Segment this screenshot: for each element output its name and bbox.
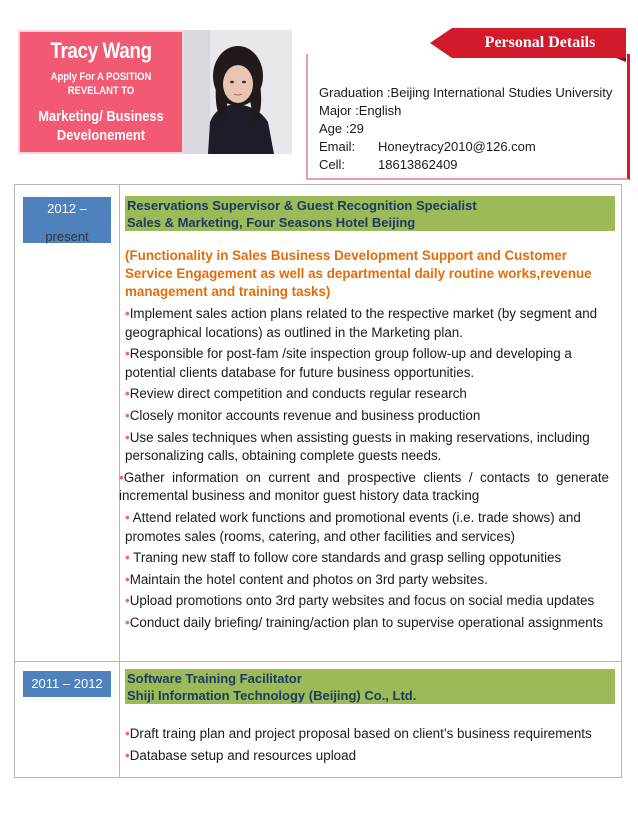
apply-line xyxy=(31,70,170,98)
job-2-date: 2011 – 2012 xyxy=(23,671,111,697)
bullet-icon: • xyxy=(125,614,130,630)
job-1-bullet-8: • Traning new staff to follow core standards and grasp selling oppotunities xyxy=(125,550,562,566)
job-1-company: Sales & Marketing, Four Seasons Hotel Beijing xyxy=(127,215,416,230)
graduation-value: Beijing International Studies University xyxy=(390,85,613,100)
major-row xyxy=(319,102,612,120)
email-row xyxy=(319,138,612,156)
job-2-title: Software Training Facilitator xyxy=(127,671,302,686)
age-value: 29 xyxy=(349,121,364,136)
bullet-icon: • xyxy=(125,346,130,362)
job-1-bullet-3: •Review direct competition and conducts regular research xyxy=(125,386,467,402)
graduation-row xyxy=(319,84,612,102)
email-value: Honeytracy2010@126.com xyxy=(378,139,536,154)
job-1-details xyxy=(119,247,609,633)
bullet-icon: • xyxy=(125,593,130,609)
job-1-bullet-9: •Maintain the hotel content and photos on 3rd party websites. xyxy=(125,571,488,587)
job-1-bullet-10: •Upload promotions onto 3rd party websites and focus on social media updates xyxy=(125,593,595,609)
apply-line-1: Apply For A POSITION xyxy=(50,71,152,83)
personal-details-box xyxy=(306,54,630,180)
bullet-icon: • xyxy=(125,306,130,321)
cell-row xyxy=(319,156,612,174)
email-label: Email: xyxy=(319,139,356,154)
age-row xyxy=(319,120,612,138)
name-block xyxy=(18,30,184,154)
job-1-date-end: present xyxy=(45,229,89,244)
bullet-icon: • xyxy=(125,571,130,587)
target-position-1: Marketing/ Business xyxy=(38,108,164,125)
bullet-icon: • xyxy=(125,550,130,566)
target-position xyxy=(31,107,170,145)
profile-photo xyxy=(184,30,292,154)
job-1-bullet-6: •Gather information on current and prospective clients / contacts to generate incremental business and monitor guest history data tracking xyxy=(119,469,609,504)
bullet-icon: • xyxy=(125,726,130,741)
age-label: Age : xyxy=(319,121,350,136)
job-1-bullet-5: •Use sales techniques when assisting guests in making reservations, including personalizing calls, obtaining complete guests needs. xyxy=(125,429,590,464)
job-2-title-bar xyxy=(125,669,615,704)
job-1-title: Reservations Supervisor & Guest Recognition Specialist xyxy=(127,198,477,213)
job-2-bullet-1: •Draft traing plan and project proposal based on client’s business requirements xyxy=(125,726,592,741)
bullet-icon: • xyxy=(125,407,130,423)
job-1-bullet-1: •Implement sales action plans related to the respective market (by segment and geographical locations) as outlined in the Marketing plan. xyxy=(125,306,598,340)
job-1-bullet-7: • Attend related work functions and promotional events (i.e. trade shows) and promotes sales (rooms, catering, and other facilities and services) xyxy=(125,509,581,544)
job-1-bullet-4: •Closely monitor accounts revenue and business production xyxy=(125,407,481,423)
job-2-bullet-2: •Database setup and resources upload xyxy=(125,747,357,763)
bullet-icon: • xyxy=(125,429,130,445)
bullet-icon: • xyxy=(125,509,130,525)
job-1-bullet-11: •Conduct daily briefing/ training/action plan to supervise operational assignments xyxy=(125,614,604,630)
job-2-company: Shiji Information Technology (Beijing) Co., Ltd. xyxy=(127,688,417,703)
job-1-functionality: (Functionality in Sales Business Development Support and Customer Service Engagement as well as departmental daily routine works,revenue management and training tasks) xyxy=(125,248,592,299)
personal-details-title: Personal Details xyxy=(484,34,596,51)
major-label: Major : xyxy=(319,103,359,118)
job-1-bullet-2: •Responsible for post-fam /site inspection group follow-up and developing a potential clients database for future business opportunities. xyxy=(125,346,572,380)
bullet-icon: • xyxy=(125,747,130,763)
job-1-title-bar xyxy=(125,196,615,231)
personal-details-lines xyxy=(319,84,612,174)
target-position-2: Develonement xyxy=(56,127,146,144)
apply-line-2: REVELANT TO xyxy=(67,85,135,97)
candidate-name: Tracy Wang xyxy=(50,38,152,63)
job-2-details xyxy=(125,725,609,765)
cell-value: 18613862409 xyxy=(378,157,458,172)
table-divider-horizontal xyxy=(15,661,621,662)
graduation-label: Graduation : xyxy=(319,85,391,100)
experience-table xyxy=(14,184,622,778)
bullet-icon: • xyxy=(119,469,124,485)
major-value: English xyxy=(358,103,402,118)
job-1-date-start: 2012 – xyxy=(47,201,87,216)
bullet-icon: • xyxy=(125,386,130,402)
cell-label: Cell: xyxy=(319,157,346,172)
